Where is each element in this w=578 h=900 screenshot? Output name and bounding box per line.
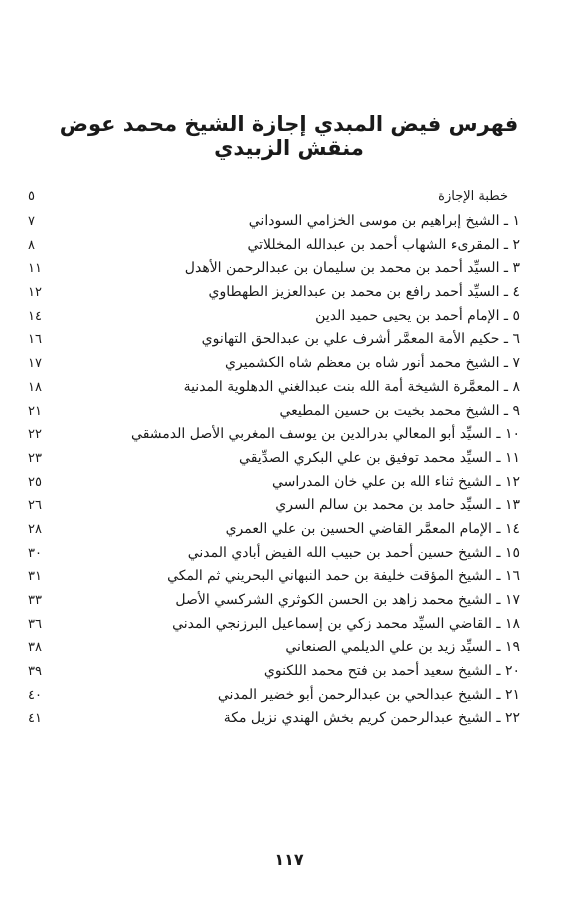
toc-entry-page: ٣٣ bbox=[28, 593, 42, 608]
toc-entry-label: ٩ ـ الشيخ محمد بخيت بن حسين المطيعي bbox=[279, 402, 520, 419]
toc-entry-page: ٢١ bbox=[28, 403, 42, 419]
toc-entry-label: ٤ ـ السيِّد أحمد رافع بن محمد بن عبدالعزيز الطهطاوي bbox=[208, 284, 520, 301]
page-title: فهرس فيض المبدي إجازة الشيخ محمد عوض منقش الزبيدي bbox=[59, 112, 519, 160]
toc-entry bbox=[0, 400, 578, 424]
toc-entry bbox=[0, 234, 578, 258]
toc-entry-label: ١٦ ـ الشيخ المؤقت خليفة بن حمد النبهاني البحريني ثم المكي bbox=[167, 568, 520, 585]
page-number: ١١٧ bbox=[274, 850, 304, 869]
toc-entry-page: ٥ bbox=[28, 189, 35, 204]
toc-entry bbox=[0, 423, 578, 447]
toc-entry-label: ١١ ـ السيِّد محمد توفيق بن علي البكري الصدِّيقي bbox=[239, 449, 520, 466]
toc-entry bbox=[0, 684, 578, 708]
toc-entry bbox=[0, 210, 578, 234]
toc-entry-page: ٤٠ bbox=[28, 687, 42, 703]
toc-entry-page: ٢٨ bbox=[28, 521, 42, 537]
toc-entry bbox=[0, 565, 578, 589]
toc-entry-page: ١٢ bbox=[28, 285, 42, 301]
toc-entry-intro bbox=[0, 185, 578, 210]
toc-entry-label: ١٣ ـ السيِّد حامد بن محمد بن سالم السري bbox=[275, 497, 520, 514]
toc-entry bbox=[0, 660, 578, 684]
toc-entry-page: ٤١ bbox=[28, 711, 42, 727]
toc-entry-label: ٢٢ ـ الشيخ عبدالرحمن كريم بخش الهندي نزيل مكة bbox=[223, 710, 520, 727]
toc-entry-label: ٧ ـ الشيخ محمد أنور شاه بن معظم شاه الكشميري bbox=[225, 355, 520, 372]
toc-entry-label: ٢ ـ المقرىء الشهاب أحمد بن عبدالله المخللاتي bbox=[247, 236, 520, 253]
toc-entry-page: ٣٦ bbox=[28, 616, 42, 632]
toc-entry-label: ٣ ـ السيِّد أحمد بن محمد بن سليمان بن عبدالرحمن الأهدل bbox=[184, 260, 520, 277]
toc-entry-label: خطبة الإجازة bbox=[438, 189, 508, 204]
toc-entry bbox=[0, 447, 578, 471]
toc-entry-label: ١٢ ـ الشيخ ثناء الله بن علي خان المدراسي bbox=[272, 473, 520, 490]
toc-entry-page: ٣٠ bbox=[28, 545, 42, 561]
toc-entry-label: ٥ ـ الإمام أحمد بن يحيى حميد الدين bbox=[315, 307, 520, 324]
toc-entry bbox=[0, 613, 578, 637]
toc-entry-label: ٢٠ ـ الشيخ سعيد أحمد بن فتح محمد اللكنوي bbox=[263, 663, 520, 680]
toc-entry bbox=[0, 352, 578, 376]
toc-entry-page: ٢٣ bbox=[28, 450, 42, 466]
toc-entry bbox=[0, 305, 578, 329]
toc-entry-page: ١٨ bbox=[28, 379, 42, 395]
toc-entry-label: ١٩ ـ السيِّد زيد بن علي الديلمي الصنعاني bbox=[285, 639, 520, 656]
toc-entry-page: ٣٨ bbox=[28, 640, 42, 656]
toc-entry-label: ٨ ـ المعمَّرة الشيخة أمة الله بنت عبدالغني الدهلوية المدنية bbox=[183, 378, 520, 395]
toc-entry-label: ١٨ ـ القاضي السيِّد محمد زكي بن إسماعيل البرزنجي المدني bbox=[172, 615, 520, 632]
toc-entry-page: ٢٦ bbox=[28, 498, 42, 514]
toc-entry bbox=[0, 494, 578, 518]
toc-entry bbox=[0, 542, 578, 566]
toc-entry-page: ٣٩ bbox=[28, 664, 42, 680]
toc-entry-page: ١٤ bbox=[28, 308, 42, 324]
table-of-contents bbox=[0, 185, 578, 731]
toc-entry-page: ٣١ bbox=[28, 569, 42, 585]
toc-entry bbox=[0, 589, 578, 613]
toc-entry-page: ٢٥ bbox=[28, 474, 42, 490]
toc-entry bbox=[0, 518, 578, 542]
toc-entry-label: ١٤ ـ الإمام المعمَّر القاضي الحسين بن علي العمري bbox=[225, 520, 520, 537]
toc-entry bbox=[0, 281, 578, 305]
toc-entry bbox=[0, 707, 578, 731]
toc-entry-page: ٧ bbox=[28, 214, 35, 229]
toc-entry-page: ١١ bbox=[28, 261, 42, 277]
toc-entry bbox=[0, 636, 578, 660]
toc-entry bbox=[0, 257, 578, 281]
toc-entry-label: ١٠ ـ السيِّد أبو المعالي بدرالدين بن يوسف المغربي الأصل الدمشقي bbox=[131, 426, 520, 443]
toc-entry-label: ١ ـ الشيخ إبراهيم بن موسى الخزامي السوداني bbox=[248, 213, 520, 229]
toc-entry-label: ٦ ـ حكيم الأمة المعمَّر أشرف علي بن عبدالحق التهانوي bbox=[201, 331, 520, 348]
toc-entry-page: ٨ bbox=[28, 237, 35, 253]
toc-entry-page: ١٧ bbox=[28, 356, 42, 372]
toc-entry-page: ١٦ bbox=[28, 332, 42, 348]
toc-entry bbox=[0, 328, 578, 352]
toc-entry-label: ١٧ ـ الشيخ محمد زاهد بن الحسن الكوثري الشركسي الأصل bbox=[175, 592, 520, 608]
toc-entry-page: ٢٢ bbox=[28, 427, 42, 443]
toc-entry-label: ٢١ ـ الشيخ عبدالحي بن عبدالرحمن أبو خضير المدني bbox=[217, 686, 520, 703]
toc-entry bbox=[0, 471, 578, 495]
toc-entry-label: ١٥ ـ الشيخ حسين أحمد بن حبيب الله الفيض أبادي المدني bbox=[187, 544, 520, 561]
toc-entry bbox=[0, 376, 578, 400]
